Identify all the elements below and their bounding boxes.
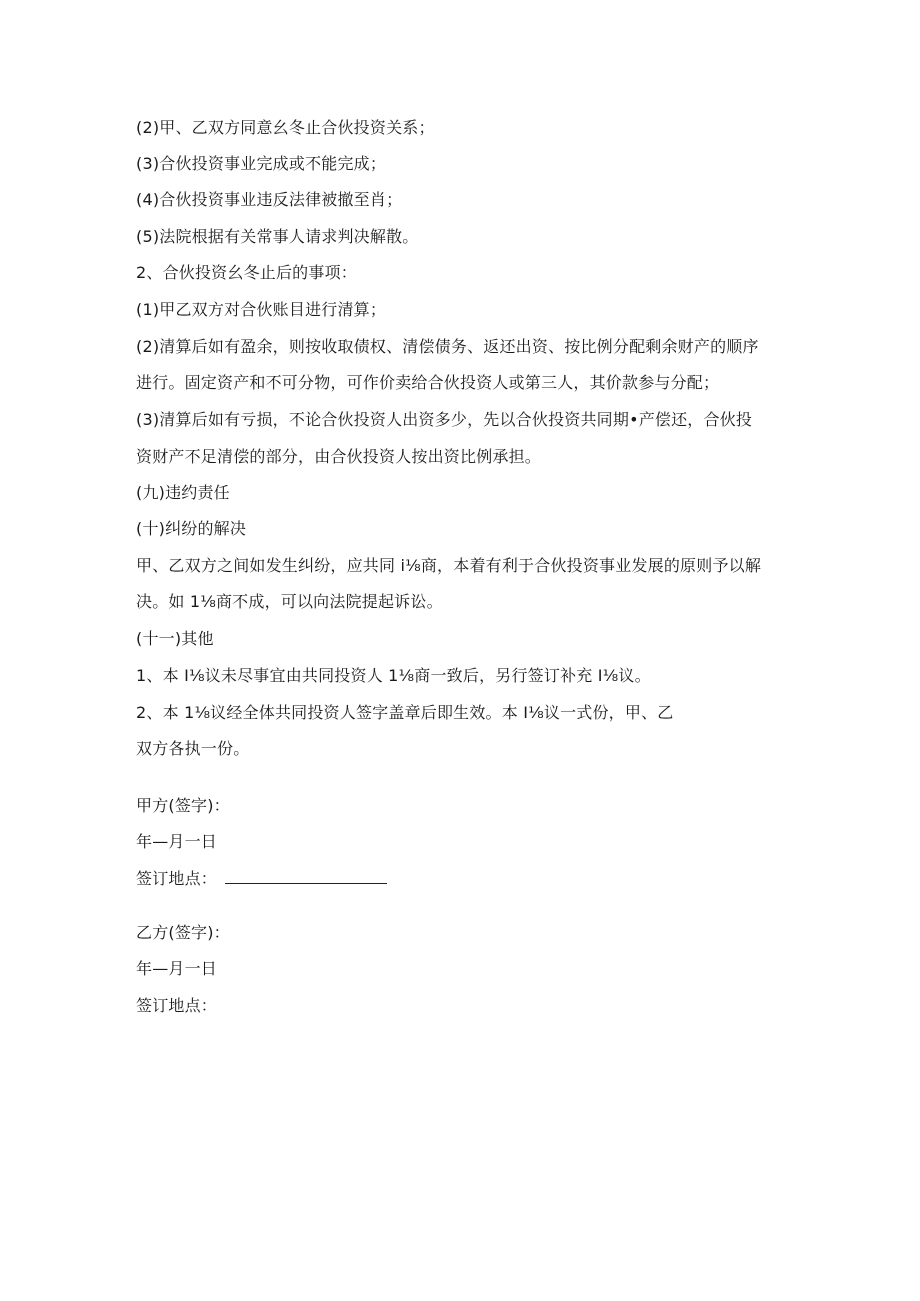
heading-liability: (九)违约责任	[136, 483, 230, 502]
dispute-text-line1: 甲、乙双方之间如发生纠纷，应共同 i⅛商，本着有利于合伙投资事业发展的原则予以解	[136, 556, 762, 575]
clause-5-court-dissolution: (5)法院根据有关常事人请求判决解散。	[136, 227, 419, 246]
clause-2-surplus-line2: 进行。固定资产和不可分物，可作价卖给合伙投资人或第三人，其价款参与分配；	[136, 373, 720, 392]
dispute-text-line2: 决。如 1⅛商不成，可以向法院提起诉讼。	[136, 592, 443, 611]
party-b-signature-label: 乙方(签字)：	[136, 923, 230, 942]
clause-2-surplus-line1: (2)清算后如有盈余，则按收取债权、清偿债务、返还出资、按比例分配剩余财产的顺序	[136, 337, 759, 356]
party-a-signature-label: 甲方(签字)：	[136, 796, 230, 815]
heading-other: (十一)其他	[136, 629, 214, 648]
party-a-place-label: 签订地点：	[136, 869, 218, 888]
party-a-place-blank	[225, 869, 387, 884]
clause-3-loss-line2: 资财产不足清偿的部分，由合伙投资人按出资比例承担。	[136, 447, 542, 466]
other-clause-1: 1、本 I⅛议未尽事宜由共同投资人 1⅛商一致后，另行签订补充 I⅛议。	[136, 666, 651, 685]
clause-2-terminate-agreement: (2)甲、乙双方同意幺冬止合伙投资关系；	[136, 118, 435, 137]
party-a-place-row	[136, 868, 387, 890]
clause-3-business-complete: (3)合伙投资事业完成或不能完成；	[136, 154, 387, 173]
party-a-date-label: 年—月一日	[136, 832, 218, 851]
party-b-date-label: 年—月一日	[136, 959, 218, 978]
clause-3-loss-line1: (3)清算后如有亏损，不论合伙投资人出资多少，先以合伙投资共同期•产偿还，合伙投	[136, 410, 753, 429]
clause-1-liquidation: (1)甲乙双方对合伙账目进行清算；	[136, 300, 387, 319]
other-clause-2-line1: 2、本 1⅛议经全体共同投资人签字盖章后即生效。本 I⅛议一式份，甲、乙	[136, 703, 674, 722]
other-clause-2-line2: 双方各执一份。	[136, 739, 250, 758]
heading-dispute-resolution: (十)纠纷的解决	[136, 519, 247, 538]
clause-4-business-revoked: (4)合伙投资事业违反法律被撤至肖；	[136, 190, 403, 209]
party-b-place-label: 签订地点：	[136, 996, 218, 1015]
section-termination-matters: 2、合伙投资幺冬止后的事项：	[136, 263, 357, 282]
